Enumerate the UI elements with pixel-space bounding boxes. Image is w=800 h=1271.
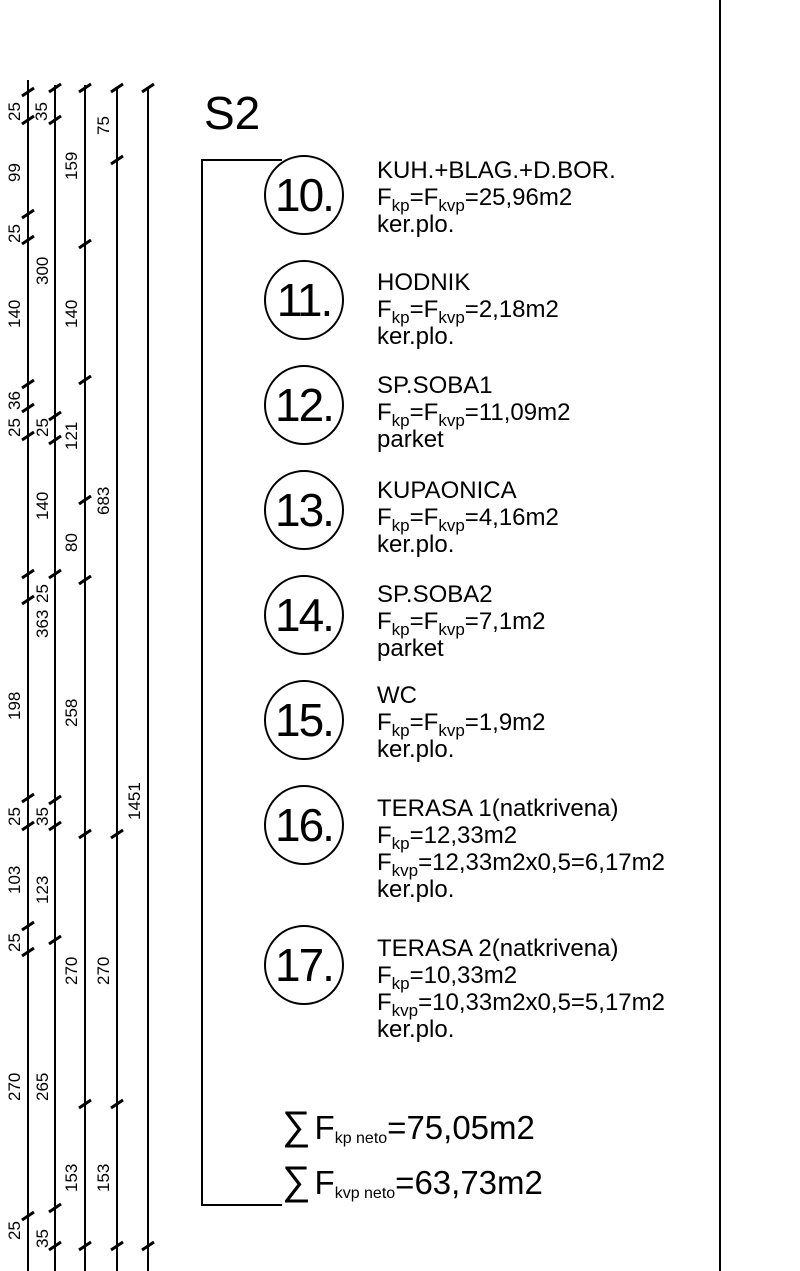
floor-finish: ker.plo. — [377, 1016, 455, 1043]
room-name: SP.SOBA2 — [377, 581, 493, 608]
formula-subscript: kvp — [391, 861, 419, 880]
area-formula — [377, 849, 665, 880]
formula-text: F — [377, 296, 392, 323]
dimension-label: 683 — [94, 486, 113, 515]
formula-text: F — [377, 989, 392, 1016]
dimension-label: 35 — [33, 1229, 52, 1248]
dimension-label: 25 — [33, 418, 52, 437]
formula-text: =F — [409, 296, 439, 323]
formula-subscript: kp — [391, 974, 410, 993]
room-name: SP.SOBA1 — [377, 372, 493, 399]
formula-text: F — [377, 709, 392, 736]
room-number-circle — [264, 925, 344, 1005]
formula-subscript: kvp — [438, 308, 465, 327]
dimension-label: 121 — [62, 421, 81, 450]
dimension-label: 363 — [33, 609, 52, 638]
dimension-label: 270 — [5, 1072, 24, 1101]
dimension-label: 25 — [33, 584, 52, 603]
dimension-label: 80 — [62, 533, 81, 552]
formula-text: F — [377, 184, 392, 211]
sum-symbol: ∑ — [282, 1159, 311, 1203]
dimension-label: 258 — [62, 698, 81, 727]
floor-finish: parket — [377, 635, 444, 662]
formula-subscript: kvp — [438, 516, 465, 535]
dimension-label: 25 — [5, 1221, 24, 1240]
dimension-label: 36 — [5, 391, 24, 410]
room-number: 11. — [276, 274, 332, 326]
dimension-label: 198 — [5, 691, 24, 720]
area-formula — [377, 822, 665, 853]
room-entry — [377, 158, 616, 239]
dimension-label: 270 — [62, 956, 81, 985]
formula-text: =11,09m2 — [464, 399, 571, 426]
floor-finish: ker.plo. — [377, 531, 455, 558]
formula-text: F — [377, 822, 392, 849]
formula-text: F — [377, 399, 392, 426]
formula-subscript: kvp — [438, 620, 465, 639]
formula-text: F — [377, 849, 392, 876]
area-formula — [377, 962, 665, 993]
area-formula — [377, 608, 546, 639]
dimension-label: 140 — [5, 299, 24, 328]
formula-subscript: kvp — [391, 1001, 419, 1020]
formula-subscript: kp — [391, 411, 410, 430]
section-title: S2 — [204, 87, 261, 139]
formula-text: =F — [409, 709, 439, 736]
room-number-circle — [264, 575, 344, 655]
floor-finish: ker.plo. — [377, 876, 455, 903]
room-number-circle — [264, 470, 344, 550]
dimension-label: 270 — [94, 956, 113, 985]
formula-text: =10,33m2 — [409, 962, 518, 989]
room-name: KUH.+BLAG.+D.BOR. — [377, 157, 616, 184]
area-formula — [377, 399, 571, 430]
dimension-label: 265 — [33, 1072, 52, 1101]
area-formula — [377, 504, 559, 535]
formula-subscript: kp — [391, 834, 410, 853]
room-entry — [377, 582, 546, 663]
formula-text: F — [377, 504, 392, 531]
formula-text: F — [377, 962, 392, 989]
area-formula — [377, 296, 559, 327]
room-number: 13. — [275, 484, 333, 536]
formula-text: =10,33m2x0,5=5,17m2 — [418, 989, 665, 1016]
formula-text: =12,33m2 — [409, 822, 518, 849]
formula-text: =2,18m2 — [464, 296, 559, 323]
dimension-label: 25 — [5, 224, 24, 243]
total-value: =75,05m2 — [387, 1109, 535, 1146]
formula-text: =4,16m2 — [464, 504, 559, 531]
room-name: TERASA 1(natkrivena) — [377, 795, 619, 822]
sum-symbol: ∑ — [282, 1104, 311, 1148]
room-number: 16. — [275, 799, 333, 851]
room-entry — [377, 683, 546, 764]
room-entry — [377, 478, 559, 559]
formula-subscript: kp — [391, 516, 410, 535]
floor-finish: ker.plo. — [377, 211, 455, 238]
dimension-label: 140 — [33, 491, 52, 520]
dimension-label: 35 — [33, 807, 52, 826]
room-name: TERASA 2(natkrivena) — [377, 935, 619, 962]
dimension-label: 123 — [33, 875, 52, 904]
dimension-label: 153 — [62, 1163, 81, 1192]
room-entry — [377, 373, 570, 454]
formula-text: =F — [409, 399, 439, 426]
dimension-label: 25 — [5, 102, 24, 121]
floor-finish: parket — [377, 426, 444, 453]
room-number: 10. — [275, 169, 333, 221]
room-number: 12. — [275, 379, 333, 431]
formula-text: =12,33m2x0,5=6,17m2 — [418, 849, 665, 876]
area-formula — [377, 184, 616, 215]
total-kvp — [282, 1159, 543, 1203]
dimension-label: 1451 — [125, 782, 144, 820]
dimension-label: 25 — [5, 933, 24, 952]
area-formula — [377, 989, 665, 1020]
dimension-label: 300 — [33, 256, 52, 285]
formula-text: =F — [409, 184, 439, 211]
room-entry — [377, 270, 559, 351]
formula-text: F — [377, 608, 392, 635]
room-entry — [377, 796, 665, 904]
room-number-circle — [264, 365, 344, 445]
room-number: 15. — [275, 694, 333, 746]
dimension-label: 103 — [5, 865, 24, 894]
formula-text: =1,9m2 — [464, 709, 546, 736]
formula-subscript: kvp — [438, 411, 465, 430]
total-letter: F — [314, 1164, 335, 1201]
formula-subscript: kp — [391, 308, 410, 327]
room-name: KUPAONICA — [377, 477, 517, 504]
room-entry — [377, 936, 665, 1044]
room-name: WC — [377, 682, 417, 709]
dimension-label: 75 — [94, 116, 113, 135]
formula-text: =7,1m2 — [464, 608, 546, 635]
formula-subscript: kvp — [438, 721, 465, 740]
floor-finish: ker.plo. — [377, 323, 455, 350]
room-number-circle — [264, 260, 344, 340]
dimension-label: 35 — [32, 102, 51, 121]
formula-text: =F — [409, 504, 439, 531]
total-letter: F — [314, 1109, 335, 1146]
dimension-label: 25 — [5, 807, 24, 826]
total-value: =63,73m2 — [395, 1164, 543, 1201]
total-subscript: kvp neto — [334, 1185, 396, 1202]
room-name: HODNIK — [377, 269, 471, 296]
dimension-label: 140 — [62, 299, 81, 328]
formula-text: =25,96m2 — [464, 184, 573, 211]
formula-subscript: kp — [391, 620, 410, 639]
total-subscript: kp neto — [334, 1130, 388, 1147]
room-number: 17. — [275, 939, 333, 991]
formula-subscript: kvp — [438, 196, 465, 215]
formula-subscript: kp — [391, 721, 410, 740]
room-number: 14. — [275, 589, 333, 641]
dimension-label: 99 — [5, 163, 24, 182]
formula-text: =F — [409, 608, 439, 635]
dimension-label: 25 — [5, 418, 24, 437]
dimension-label: 159 — [62, 151, 81, 180]
room-number-circle — [264, 680, 344, 760]
formula-subscript: kp — [391, 196, 410, 215]
room-number-circle — [264, 155, 344, 235]
room-number-circle — [264, 785, 344, 865]
total-kp — [282, 1104, 535, 1148]
area-formula — [377, 709, 546, 740]
dimension-label: 153 — [94, 1163, 113, 1192]
floor-finish: ker.plo. — [377, 736, 455, 763]
